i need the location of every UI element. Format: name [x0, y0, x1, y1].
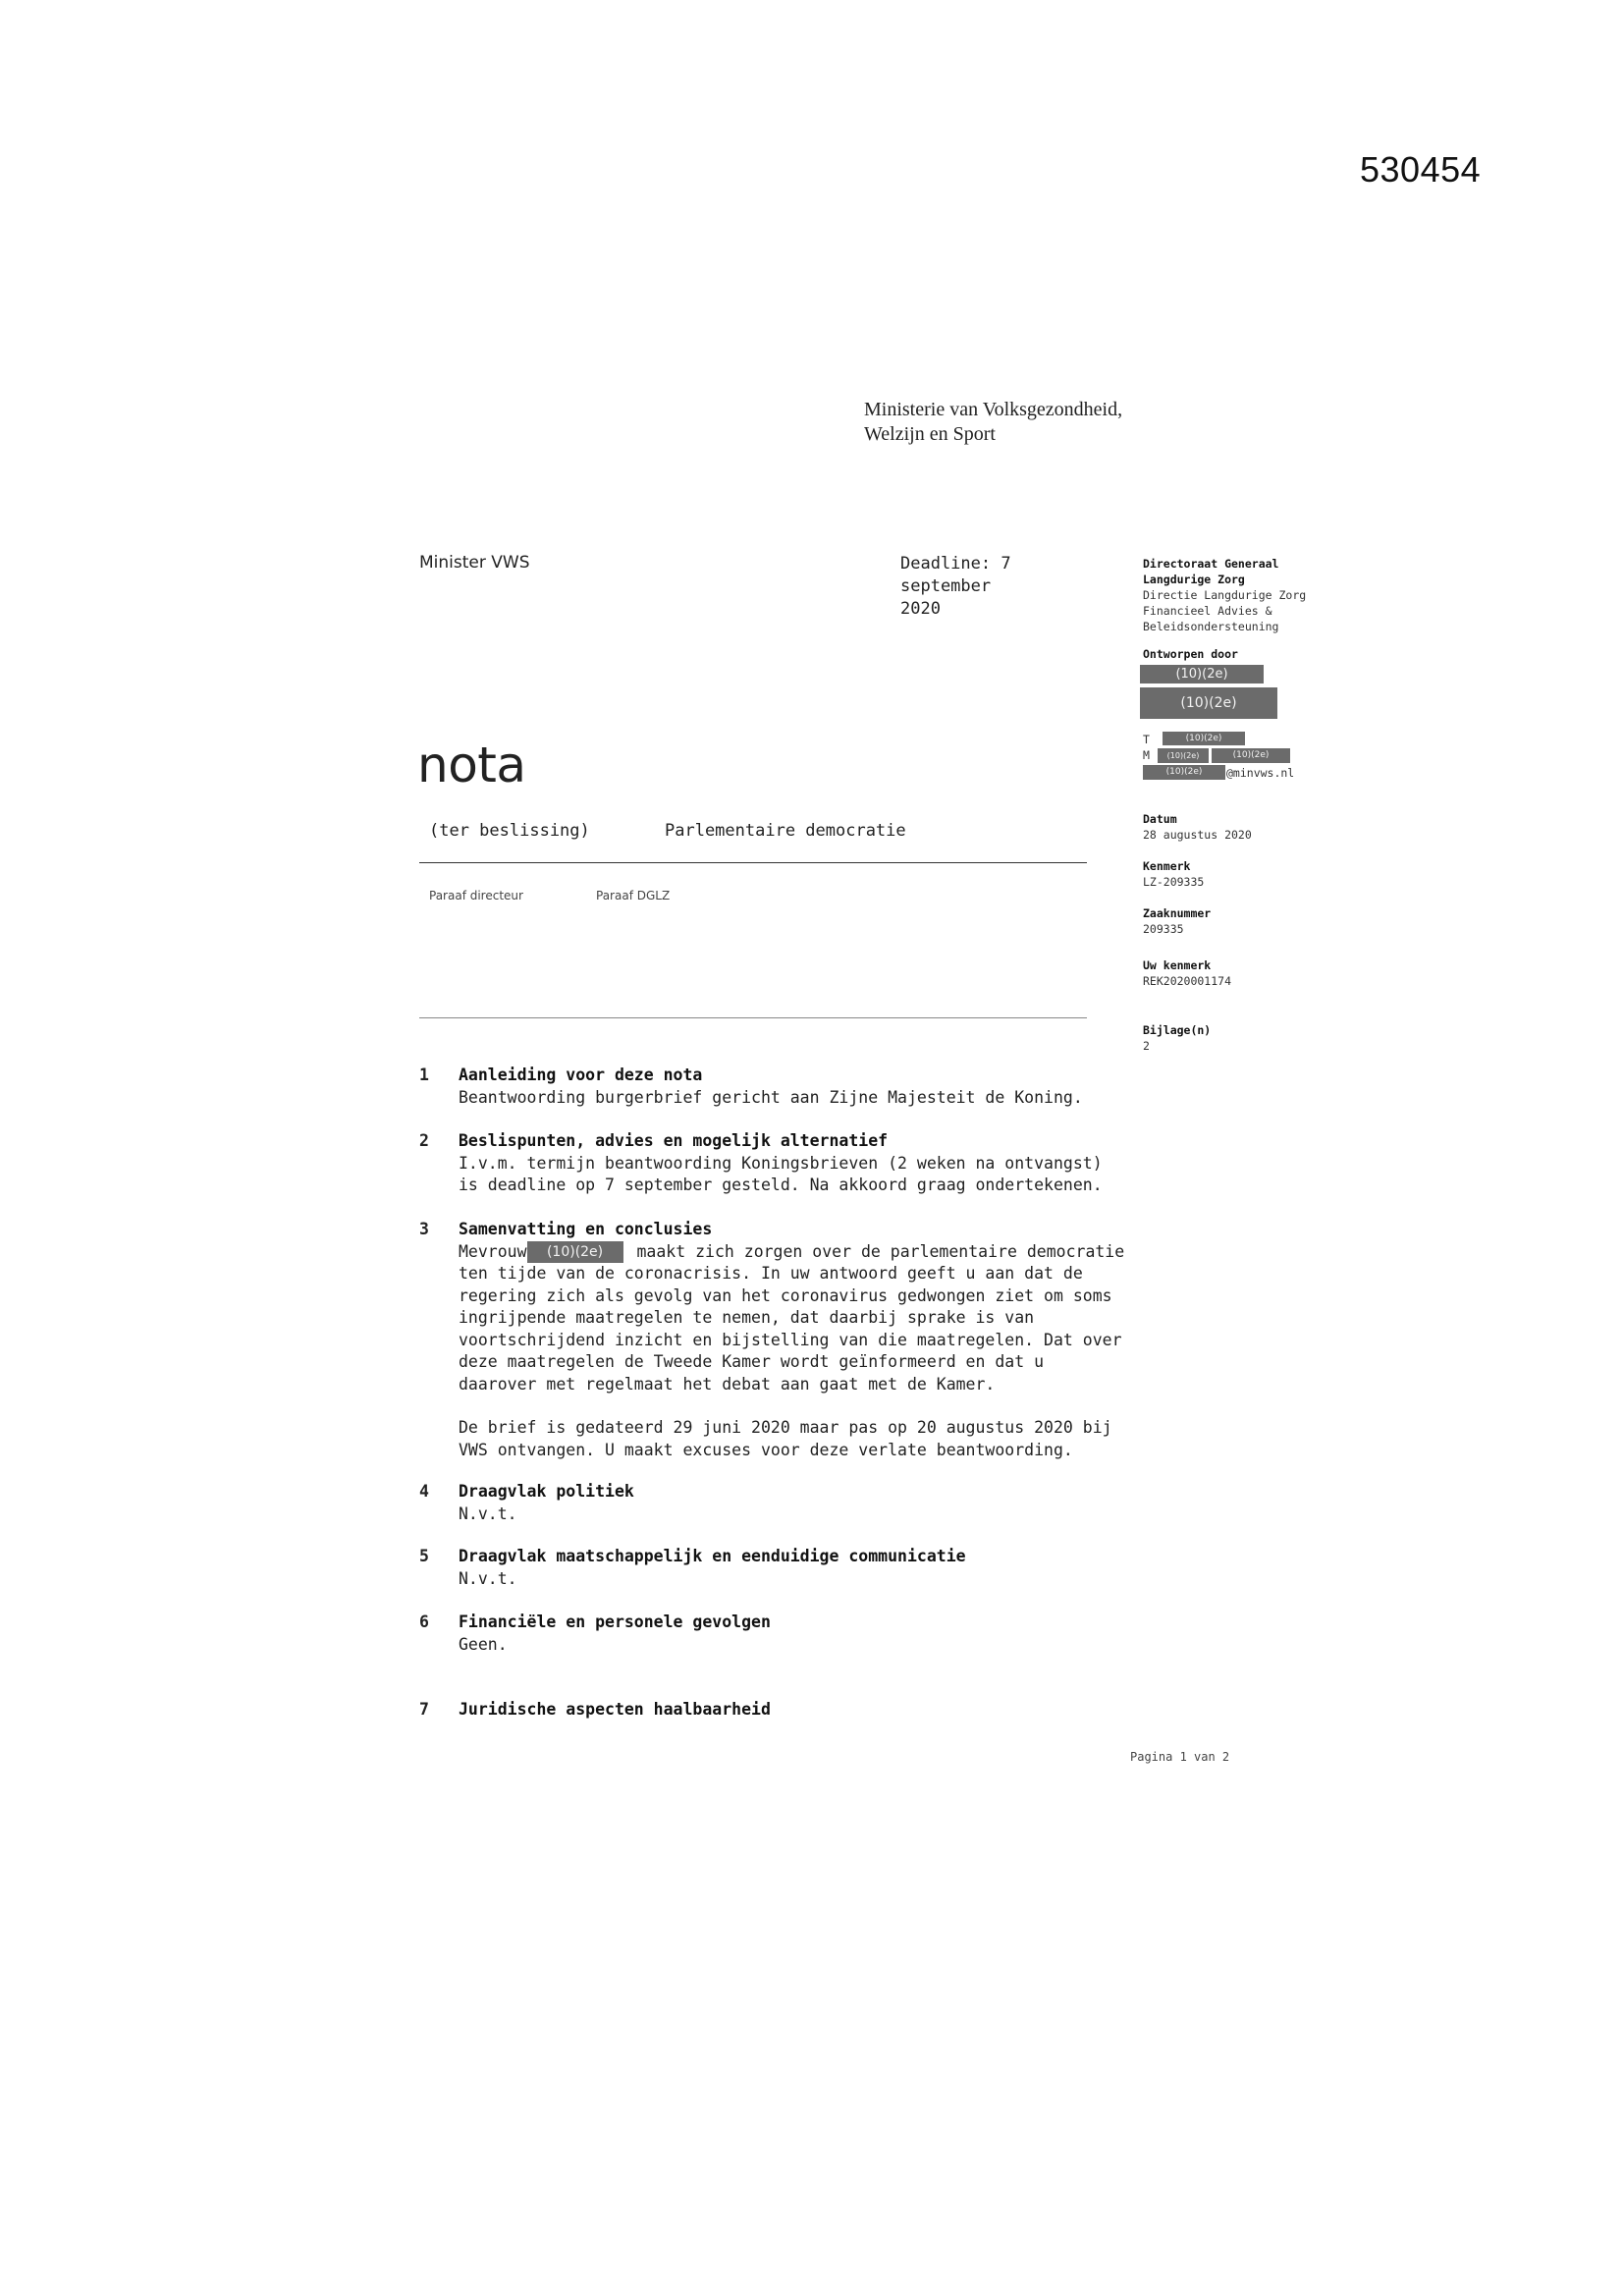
- section-text: N.v.t.: [459, 1503, 517, 1523]
- kenmerk-label: Kenmerk: [1143, 859, 1191, 873]
- uw-kenmerk-value: REK2020001174: [1143, 974, 1232, 988]
- section-body: [459, 1241, 1126, 1462]
- phone-label: T: [1143, 733, 1150, 746]
- org-line-2: Langdurige Zorg: [1143, 573, 1245, 586]
- designed-by-text: Ontworpen door: [1143, 647, 1238, 661]
- section-heading: Aanleiding voor deze nota: [459, 1066, 703, 1084]
- page-number: Pagina 1 van 2: [1130, 1750, 1230, 1764]
- section-text: Geen.: [459, 1634, 508, 1654]
- dept-line-3: Beleidsondersteuning: [1143, 620, 1279, 633]
- divider-bottom: [419, 1017, 1087, 1018]
- redaction-mobile-1: (10)(2e): [1158, 748, 1209, 763]
- section-heading: Samenvatting en conclusies: [459, 1220, 713, 1238]
- redaction-mobile-2: (10)(2e): [1212, 748, 1290, 763]
- document-title: nota: [417, 737, 526, 793]
- section-heading: Juridische aspecten haalbaarheid: [459, 1700, 771, 1719]
- redaction-designer-2: (10)(2e): [1140, 687, 1277, 719]
- section-5: [419, 1546, 1126, 1590]
- section-heading: Draagvlak politiek: [459, 1482, 634, 1501]
- bijlagen-value: 2: [1143, 1039, 1150, 1053]
- nota-subject: Parlementaire democratie: [665, 821, 906, 841]
- uw-kenmerk-block: [1143, 957, 1231, 989]
- section-paragraph-2: De brief is gedateerd 29 juni 2020 maar pas op 20 augustus 2020 bij VWS ontvangen. U maakt excuses voor deze verlate beantwoording.: [459, 1418, 1112, 1459]
- divider-top: [419, 862, 1087, 863]
- redaction-phone: (10)(2e): [1163, 732, 1245, 745]
- nota-type: (ter beslissing): [429, 821, 590, 841]
- paraaf-dglz: Paraaf DGLZ: [596, 889, 671, 902]
- dept-line-2: Financieel Advies &: [1143, 604, 1272, 618]
- deadline: [900, 553, 1107, 621]
- section-number: 7: [419, 1700, 429, 1719]
- deadline-line-2: 2020: [900, 599, 941, 619]
- section-heading: Financiële en personele gevolgen: [459, 1613, 771, 1631]
- bijlagen-block: [1143, 1022, 1211, 1054]
- ministry-line-2: Welzijn en Sport: [864, 423, 996, 445]
- document-number: 530454: [1360, 149, 1482, 190]
- sidebar-organisation: [1143, 556, 1306, 634]
- section-7: [419, 1699, 1126, 1722]
- mobile-label: M: [1143, 748, 1150, 762]
- section-number: 2: [419, 1131, 429, 1150]
- section-heading: Beslispunten, advies en mogelijk alternatief: [459, 1131, 889, 1150]
- zaaknummer-value: 209335: [1143, 922, 1184, 936]
- designed-by-label: [1143, 646, 1238, 662]
- section-4: [419, 1481, 1126, 1525]
- section-number: 5: [419, 1547, 429, 1565]
- section-number: 1: [419, 1066, 429, 1084]
- section-number: 4: [419, 1482, 429, 1501]
- email-suffix: @minvws.nl: [1226, 766, 1295, 780]
- zaaknummer-block: [1143, 905, 1211, 937]
- org-line-1: Directoraat Generaal: [1143, 557, 1279, 571]
- kenmerk-value: LZ-209335: [1143, 875, 1205, 889]
- date-label: Datum: [1143, 812, 1177, 826]
- ministry-name: [864, 398, 1122, 447]
- bijlagen-label: Bijlage(n): [1143, 1023, 1212, 1037]
- redaction-name: (10)(2e): [527, 1241, 623, 1263]
- section-1: [419, 1065, 1126, 1109]
- kenmerk-block: [1143, 858, 1204, 890]
- zaaknummer-label: Zaaknummer: [1143, 906, 1212, 920]
- dept-line-1: Directie Langdurige Zorg: [1143, 588, 1307, 602]
- section-3: [419, 1219, 1126, 1461]
- section-text-rest: maakt zich zorgen over de parlementaire democratie ten tijde van de coronacrisis. In uw antwoord geeft u aan dat de regering zich als gevolg van het coronavirus gedwongen ziet om soms ingrijpende maatregelen te nemen, dat daarbij sprake is van voortschrijdend inzicht en bijstelling van die maatregelen. Dat over deze maatregelen de Tweede Kamer wordt geïnformeerd en dat u daarover met regelmaat het debat aan gaat met de Kamer.: [459, 1241, 1125, 1394]
- section-heading: Draagvlak maatschappelijk en eenduidige communicatie: [459, 1547, 966, 1565]
- redaction-designer-1: (10)(2e): [1140, 665, 1264, 683]
- date-value: 28 augustus 2020: [1143, 828, 1252, 842]
- section-text-lead: Mevrouw: [459, 1241, 527, 1261]
- recipient: Minister VWS: [419, 553, 530, 573]
- paraaf-director: Paraaf directeur: [429, 889, 523, 902]
- section-2: [419, 1130, 1126, 1197]
- ministry-line-1: Ministerie van Volksgezondheid,: [864, 399, 1123, 420]
- uw-kenmerk-label: Uw kenmerk: [1143, 958, 1212, 972]
- section-text: I.v.m. termijn beantwoording Koningsbrieven (2 weken na ontvangst) is deadline op 7 september gesteld. Na akkoord graag ondertekenen.: [459, 1153, 1103, 1194]
- redaction-email: (10)(2e): [1143, 765, 1225, 780]
- section-text: N.v.t.: [459, 1568, 517, 1588]
- section-6: [419, 1612, 1126, 1656]
- section-number: 3: [419, 1220, 429, 1238]
- section-paragraph-1: [459, 1241, 1126, 1396]
- section-text: Beantwoording burgerbrief gericht aan Zijne Majesteit de Koning.: [459, 1087, 1083, 1107]
- date-block: [1143, 811, 1252, 843]
- section-number: 6: [419, 1613, 429, 1631]
- deadline-line-1: Deadline: 7 september: [900, 554, 1011, 596]
